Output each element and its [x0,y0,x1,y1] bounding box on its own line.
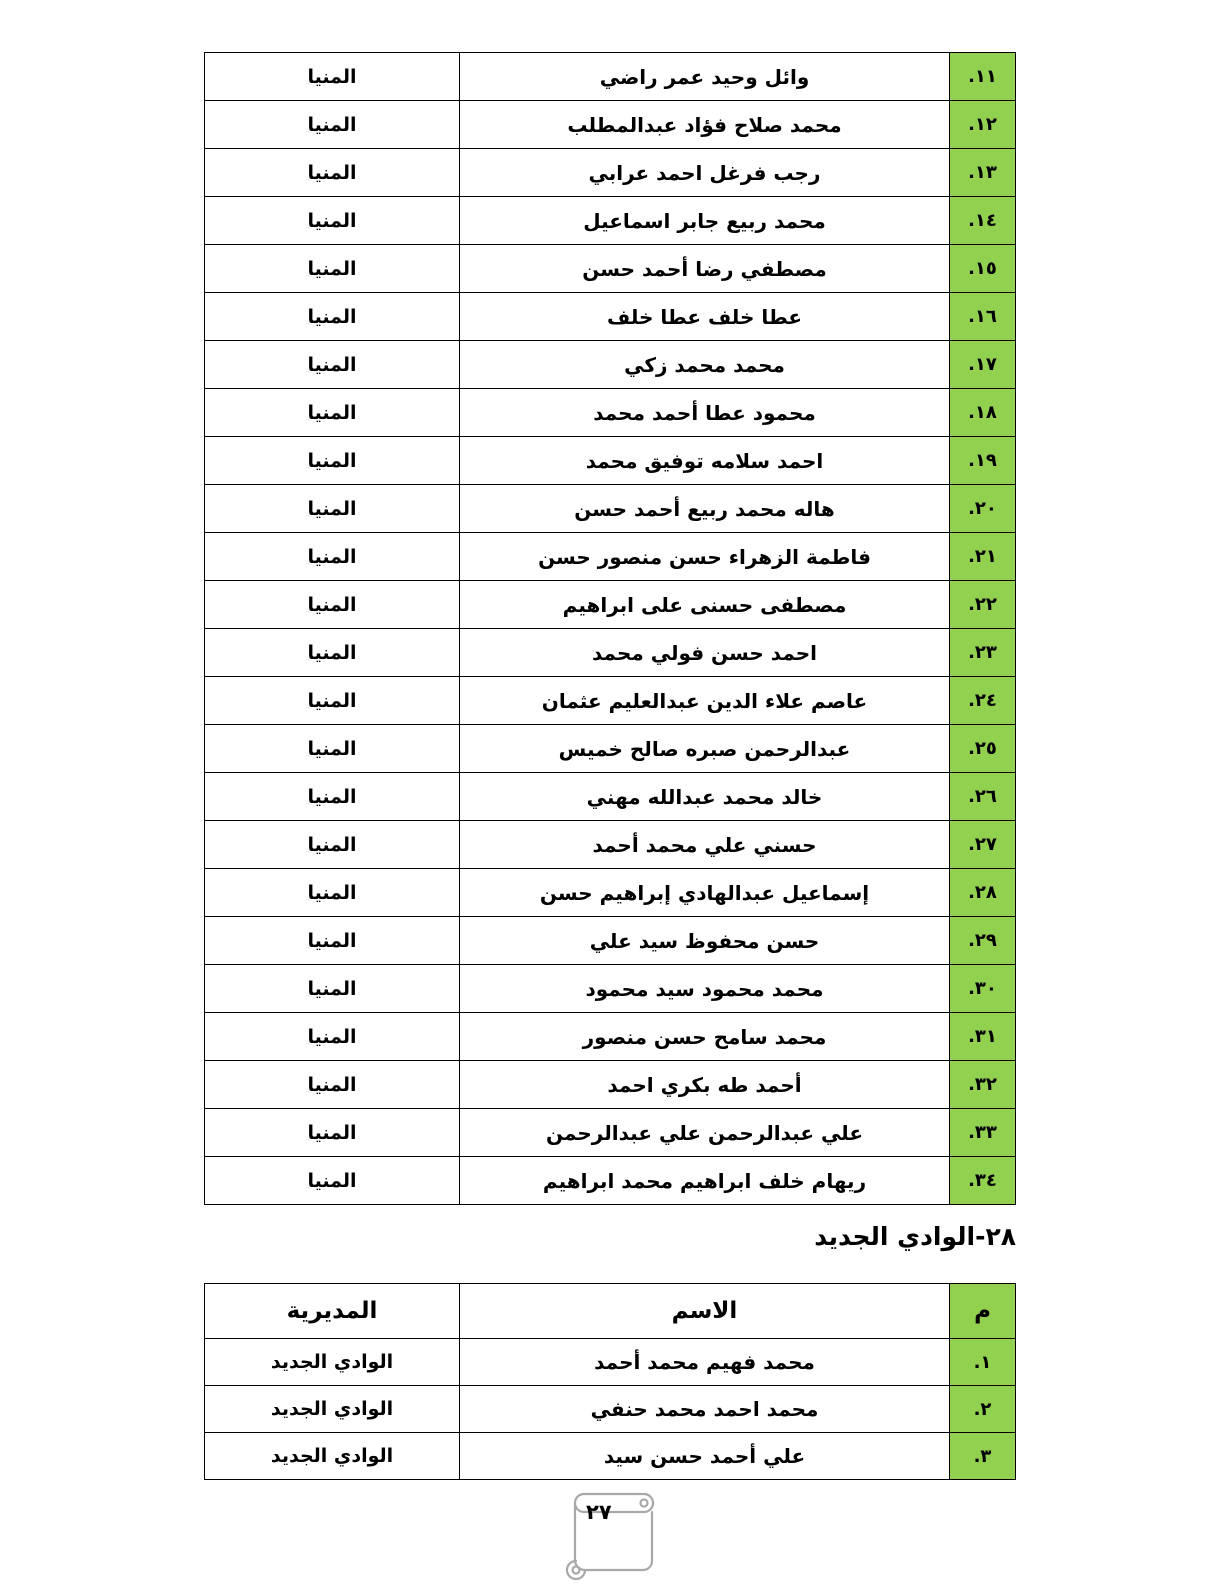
person-name-cell: حسن محفوظ سيد علي [460,917,950,965]
person-name-cell: عاصم علاء الدين عبدالعليم عثمان [460,677,950,725]
roster-row [205,965,1016,1013]
person-name-cell: علي أحمد حسن سيد [460,1433,950,1480]
header-name: الاسم [460,1284,950,1339]
directorate-cell: المنيا [205,53,460,101]
directorate-cell: المنيا [205,725,460,773]
row-number-cell: ١٦. [950,293,1016,341]
person-name-cell: هاله محمد ربيع أحمد حسن [460,485,950,533]
roster-row [205,869,1016,917]
row-number-cell: ٢٦. [950,773,1016,821]
page-number: ٢٧ [586,1500,612,1524]
section-heading: ٢٨-الوادي الجديد [814,1222,1016,1251]
person-name-cell: احمد حسن فولي محمد [460,629,950,677]
directorate-cell: المنيا [205,101,460,149]
roster-row [205,101,1016,149]
roster-row [205,53,1016,101]
row-number-cell: ٣٢. [950,1061,1016,1109]
directorate-cell: المنيا [205,341,460,389]
directorate-cell: الوادي الجديد [205,1433,460,1480]
row-number-cell: ٣٤. [950,1157,1016,1205]
person-name-cell: حسني علي محمد أحمد [460,821,950,869]
row-number-cell: ٢٤. [950,677,1016,725]
row-number-cell: ١٨. [950,389,1016,437]
row-number-cell: ٢. [950,1386,1016,1433]
person-name-cell: محمد احمد محمد حنفي [460,1386,950,1433]
row-number-cell: ٢٢. [950,581,1016,629]
person-name-cell: احمد سلامه توفيق محمد [460,437,950,485]
person-name-cell: محمد محمود سيد محمود [460,965,950,1013]
roster-row [205,725,1016,773]
directorate-cell: المنيا [205,1061,460,1109]
row-number-cell: ١٩. [950,437,1016,485]
roster-row [205,629,1016,677]
roster-row [205,1013,1016,1061]
person-name-cell: علي عبدالرحمن علي عبدالرحمن [460,1109,950,1157]
directorate-cell: المنيا [205,533,460,581]
person-name-cell: ريهام خلف ابراهيم محمد ابراهيم [460,1157,950,1205]
directorate-cell: المنيا [205,629,460,677]
row-number-cell: ١٧. [950,341,1016,389]
directorate-cell: المنيا [205,197,460,245]
row-number-cell: ٣٣. [950,1109,1016,1157]
directorate-cell: المنيا [205,485,460,533]
row-number-cell: ٢٩. [950,917,1016,965]
roster-row [205,149,1016,197]
roster-row [205,1109,1016,1157]
person-name-cell: وائل وحيد عمر راضي [460,53,950,101]
header-number: م [950,1284,1016,1339]
person-name-cell: محمد محمد زكي [460,341,950,389]
directorate-cell: المنيا [205,1013,460,1061]
row-number-cell: ٣. [950,1433,1016,1480]
row-number-cell: ٢٧. [950,821,1016,869]
person-name-cell: فاطمة الزهراء حسن منصور حسن [460,533,950,581]
row-number-cell: ١١. [950,53,1016,101]
row-number-cell: ٣٠. [950,965,1016,1013]
row-number-cell: ٣١. [950,1013,1016,1061]
roster-row [205,581,1016,629]
roster-row [205,917,1016,965]
directorate-cell: المنيا [205,869,460,917]
person-name-cell: أحمد طه بكري احمد [460,1061,950,1109]
roster-row [205,773,1016,821]
row-number-cell: ٢١. [950,533,1016,581]
person-name-cell: مصطفي رضا أحمد حسن [460,245,950,293]
roster-row [205,341,1016,389]
directorate-cell: المنيا [205,389,460,437]
roster-row [205,821,1016,869]
directorate-cell: المنيا [205,821,460,869]
roster-row [205,1157,1016,1205]
roster-row [205,533,1016,581]
directorate-cell: المنيا [205,773,460,821]
directorate-cell: المنيا [205,917,460,965]
directorate-cell: المنيا [205,965,460,1013]
minya-roster-table [204,52,1016,1205]
row-number-cell: ٢٥. [950,725,1016,773]
scroll-icon [546,1487,678,1581]
person-name-cell: مصطفى حسنى على ابراهيم [460,581,950,629]
header-row [205,1284,1016,1339]
person-name-cell: عطا خلف عطا خلف [460,293,950,341]
person-name-cell: محمد صلاح فؤاد عبدالمطلب [460,101,950,149]
directorate-cell: المنيا [205,677,460,725]
roster-row [205,1339,1016,1386]
person-name-cell: محمد سامح حسن منصور [460,1013,950,1061]
directorate-cell: الوادي الجديد [205,1386,460,1433]
directorate-cell: المنيا [205,293,460,341]
page-footer [546,1487,678,1581]
wadi-roster-table [204,1283,1016,1480]
directorate-cell: الوادي الجديد [205,1339,460,1386]
person-name-cell: محمد ربيع جابر اسماعيل [460,197,950,245]
row-number-cell: ١. [950,1339,1016,1386]
header-directorate: المديرية [205,1284,460,1339]
directorate-cell: المنيا [205,581,460,629]
row-number-cell: ١٢. [950,101,1016,149]
directorate-cell: المنيا [205,245,460,293]
person-name-cell: محمد فهيم محمد أحمد [460,1339,950,1386]
directorate-cell: المنيا [205,149,460,197]
row-number-cell: ٢٠. [950,485,1016,533]
directorate-cell: المنيا [205,437,460,485]
roster-row [205,485,1016,533]
row-number-cell: ٢٨. [950,869,1016,917]
roster-row [205,389,1016,437]
roster-row [205,437,1016,485]
roster-row [205,197,1016,245]
directorate-cell: المنيا [205,1109,460,1157]
roster-row [205,1061,1016,1109]
row-number-cell: ١٤. [950,197,1016,245]
roster-row [205,1386,1016,1433]
person-name-cell: رجب فرغل احمد عرابي [460,149,950,197]
person-name-cell: خالد محمد عبدالله مهني [460,773,950,821]
roster-row [205,245,1016,293]
row-number-cell: ١٣. [950,149,1016,197]
row-number-cell: ٢٣. [950,629,1016,677]
row-number-cell: ١٥. [950,245,1016,293]
person-name-cell: إسماعيل عبدالهادي إبراهيم حسن [460,869,950,917]
roster-row [205,677,1016,725]
roster-row [205,1433,1016,1480]
directorate-cell: المنيا [205,1157,460,1205]
person-name-cell: محمود عطا أحمد محمد [460,389,950,437]
person-name-cell: عبدالرحمن صبره صالح خميس [460,725,950,773]
roster-row [205,293,1016,341]
